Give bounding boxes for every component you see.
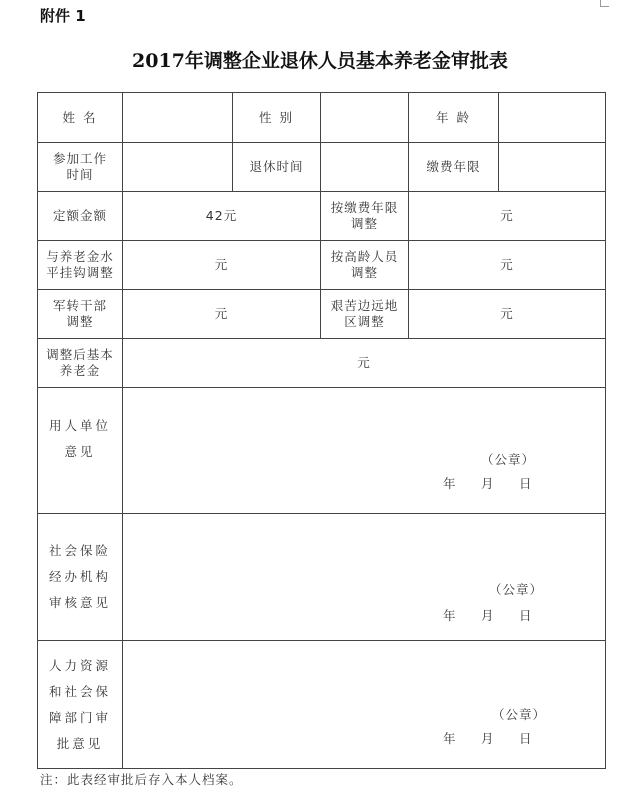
by-contrib-years-label	[321, 192, 409, 241]
remote-label	[321, 290, 409, 339]
work-start-label-text: 参加工作时间	[52, 151, 107, 182]
age-label: 年 龄	[409, 93, 499, 143]
remote-label-text: 艰苦边远地区调整	[330, 298, 399, 329]
day-label: 日	[519, 731, 533, 746]
year-label: 年	[443, 608, 457, 623]
hr-opinion-label	[38, 641, 123, 769]
footnote: 注：此表经审批后存入本人档案。	[40, 772, 243, 787]
month-label: 月	[481, 476, 495, 491]
pension-level-value[interactable]: 元	[123, 241, 321, 290]
elderly-label	[321, 241, 409, 290]
seal-text: （公章）	[491, 707, 546, 722]
name-field[interactable]	[123, 93, 233, 143]
by-contrib-years-label-text: 按缴费年限调整	[330, 200, 399, 231]
elderly-label-text: 按高龄人员调整	[330, 249, 399, 280]
adjusted-label	[38, 339, 123, 388]
contrib-years-field[interactable]	[499, 143, 606, 192]
employer-opinion-label-text: 用人单位意见	[48, 417, 111, 459]
by-contrib-years-value[interactable]: 元	[409, 192, 606, 241]
day-label: 日	[519, 608, 533, 623]
month-label: 月	[481, 608, 495, 623]
attachment-label: 附件 1	[40, 7, 86, 25]
name-label: 姓 名	[38, 93, 123, 143]
adjusted-label-text: 调整后基本养老金	[46, 347, 114, 378]
age-field[interactable]	[499, 93, 606, 143]
year-label: 年	[443, 731, 457, 746]
year-label: 年	[443, 476, 457, 491]
seal-text: （公章）	[480, 452, 535, 467]
social-insurance-opinion-field[interactable]	[123, 514, 606, 641]
work-start-field[interactable]	[123, 143, 233, 192]
pension-level-label	[38, 241, 123, 290]
seal-text: （公章）	[488, 582, 543, 597]
page-title: 2017年调整企业退休人员基本养老金审批表	[132, 50, 508, 72]
military-value[interactable]: 元	[123, 290, 321, 339]
gender-label: 性 别	[233, 93, 321, 143]
pension-level-label-text: 与养老金水平挂钩调整	[46, 249, 114, 280]
hr-opinion-field[interactable]	[123, 641, 606, 769]
social-insurance-opinion-label-text: 社会保险经办机构审核意见	[48, 543, 111, 610]
fixed-amount-label: 定额金额	[38, 192, 123, 241]
military-label	[38, 290, 123, 339]
fixed-amount-value[interactable]: 42元	[123, 192, 321, 241]
elderly-value[interactable]: 元	[409, 241, 606, 290]
retire-time-field[interactable]	[321, 143, 409, 192]
adjusted-value[interactable]: 元	[123, 339, 606, 388]
military-label-text: 军转干部调整	[52, 298, 107, 329]
gender-field[interactable]	[321, 93, 409, 143]
corner-mark	[600, 0, 609, 7]
contrib-years-label: 缴费年限	[409, 143, 499, 192]
hr-opinion-label-text: 人力资源和社会保障部门审批意见	[48, 657, 111, 751]
remote-value[interactable]: 元	[409, 290, 606, 339]
month-label: 月	[481, 731, 495, 746]
approval-table	[37, 92, 606, 769]
retire-time-label: 退休时间	[233, 143, 321, 192]
employer-opinion-field[interactable]	[123, 388, 606, 514]
work-start-label	[38, 143, 123, 192]
social-insurance-opinion-label	[38, 514, 123, 641]
day-label: 日	[519, 476, 533, 491]
employer-opinion-label	[38, 388, 123, 514]
